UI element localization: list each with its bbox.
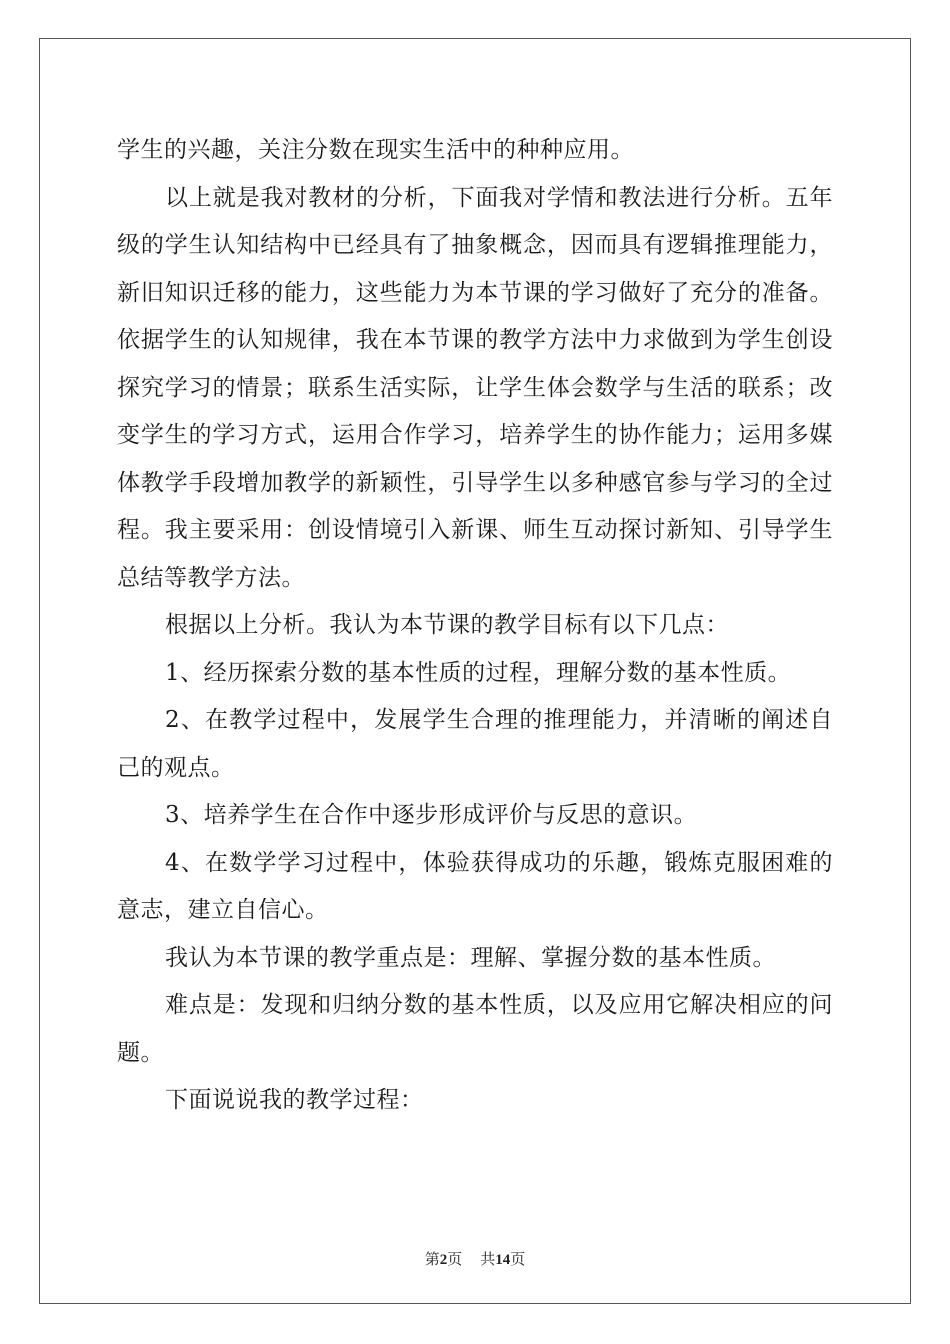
text-line: 学生的兴趣，关注分数在现实生活中的种种应用。 bbox=[117, 137, 634, 163]
text-line: 程。我主要采用：创设情境引入新课、师生互动探讨新知、引导学生 bbox=[117, 517, 833, 543]
text-line: 难点是：发现和归纳分数的基本性质，以及应用它解决相应的问 bbox=[165, 992, 833, 1018]
text-line: 总结等教学方法。 bbox=[117, 564, 305, 591]
text-line: 探究学习的情景；联系生活实际，让学生体会数学与生活的联系；改 bbox=[117, 374, 833, 401]
text-line: 2、在教学过程中，发展学生合理的推理能力，并清晰的阐述自 bbox=[165, 707, 833, 733]
text-line: 3、培养学生在合作中逐步形成评价与反思的意识。 bbox=[165, 802, 698, 828]
text-line: 新旧知识迁移的能力，这些能力为本节课的学习做好了充分的准备。 bbox=[117, 279, 833, 306]
text-line: 1、经历探索分数的基本性质的过程，理解分数的基本性质。 bbox=[165, 659, 792, 686]
page-footer bbox=[0, 1248, 950, 1269]
text-line: 题。 bbox=[117, 1039, 164, 1066]
text-line: 我认为本节课的教学重点是：理解、掌握分数的基本性质。 bbox=[165, 944, 776, 971]
page-suffix: 页 bbox=[447, 1252, 463, 1268]
text-line: 4、在数学学习过程中，体验获得成功的乐趣，锻炼克服困难的 bbox=[165, 849, 833, 876]
text-line: 以上就是我对教材的分析，下面我对学情和教法进行分析。五年 bbox=[165, 184, 833, 211]
total-prefix: 共 bbox=[480, 1252, 496, 1268]
text-line: 己的观点。 bbox=[117, 754, 235, 781]
page-prefix: 第 bbox=[424, 1252, 440, 1268]
text-line: 意志，建立自信心。 bbox=[117, 897, 329, 923]
text-line: 根据以上分析。我认为本节课的教学目标有以下几点： bbox=[165, 612, 729, 638]
text-line: 下面说说我的教学过程： bbox=[165, 1087, 424, 1113]
total-suffix: 页 bbox=[510, 1252, 526, 1268]
page-total: 14 bbox=[495, 1252, 511, 1268]
text-line: 级的学生认知结构中已经具有了抽象概念，因而具有逻辑推理能力， bbox=[117, 232, 833, 258]
document-body bbox=[117, 127, 833, 1125]
page-current: 2 bbox=[439, 1252, 448, 1268]
text-line: 体教学手段增加教学的新颖性，引导学生以多种感官参与学习的全过 bbox=[117, 469, 833, 496]
text-line: 变学生的学习方式，运用合作学习，培养学生的协作能力；运用多媒 bbox=[117, 422, 833, 448]
text-line: 依据学生的认知规律，我在本节课的教学方法中力求做到为学生创设 bbox=[117, 327, 833, 353]
